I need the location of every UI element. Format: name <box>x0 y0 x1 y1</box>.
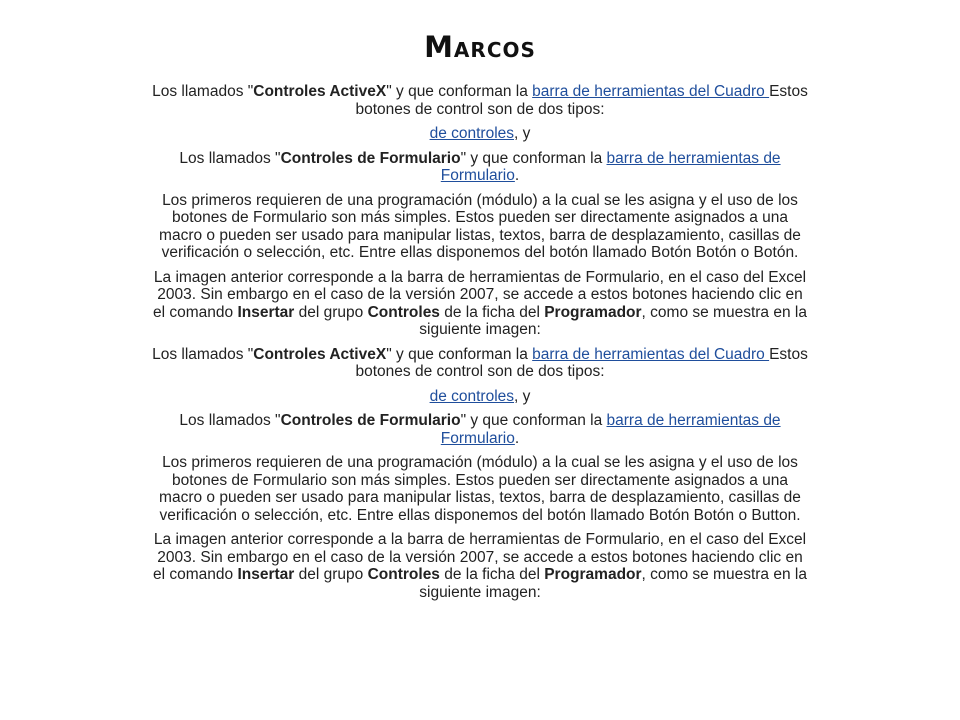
text-run: , y <box>514 387 531 405</box>
hyperlink[interactable]: barra de herramientas del Cuadro <box>532 83 770 100</box>
paragraph <box>150 83 810 118</box>
text-run: de la ficha del <box>439 566 545 583</box>
paragraph <box>150 150 810 185</box>
text-run: , como se muestra en la siguiente imagen: <box>419 566 807 601</box>
hyperlink[interactable]: barra de herramientas del Cuadro <box>532 345 770 363</box>
text-run: . <box>514 167 520 184</box>
hyperlink[interactable]: barra de herramientas de Formulario <box>440 149 781 184</box>
text-run: " y que conforman la <box>386 345 533 363</box>
text-run: La imagen anterior corresponde a la barra de herramientas de Formulario, en el caso del Excel 2003. Sin embargo en el caso de la versión 2007, se accede a estos botones haciendo clic en el comando <box>153 531 807 583</box>
paragraph <box>150 412 810 447</box>
text-run: del grupo <box>294 566 368 583</box>
bold-text: Insertar <box>237 566 295 583</box>
bold-text: Programador <box>544 566 642 583</box>
text-run: del grupo <box>294 303 368 321</box>
text-run: Los llamados " <box>152 345 254 363</box>
hyperlink[interactable]: de controles <box>429 387 515 405</box>
bold-text: Controles de Formulario <box>280 412 461 429</box>
slide-title: Marcos <box>424 30 536 64</box>
paragraph <box>150 454 810 524</box>
hyperlink[interactable]: barra de herramientas de Formulario <box>440 412 781 447</box>
text-run: Los llamados " <box>179 149 281 167</box>
text-run: " y que conforman la <box>386 83 533 100</box>
hyperlink[interactable]: de controles <box>429 125 515 142</box>
text-run: Los primeros requieren de una programación (módulo) a la cual se les asigna y el uso de los botones de Formulario son más simples. Estos pueden ser directamente asignados a una macro o pueden ser usado para manipular listas, textos, barra de desplazamiento, casillas de verificación o selección, etc. Entre ellas disponemos del botón llamado Botón Botón o Button. <box>159 454 801 524</box>
text-run: Estos botones de control son de dos tipos: <box>355 345 808 380</box>
paragraph <box>150 388 810 406</box>
slide-body <box>150 83 810 608</box>
text-run: La imagen anterior corresponde a la barra de herramientas de Formulario, en el caso del Excel 2003. Sin embargo en el caso de la versión 2007, se accede a estos botones haciendo clic en el comando <box>153 268 807 321</box>
text-run: , y <box>514 125 531 142</box>
text-run: Los llamados " <box>152 83 254 100</box>
text-run: de la ficha del <box>439 303 545 321</box>
bold-text: Controles ActiveX <box>253 345 387 363</box>
paragraph <box>150 269 810 339</box>
text-run: " y que conforman la <box>460 412 607 429</box>
text-run: " y que conforman la <box>460 149 607 167</box>
bold-text: Controles de Formulario <box>280 149 461 167</box>
text-run: , como se muestra en la siguiente imagen: <box>419 303 807 338</box>
text-run: Los primeros requieren de una programación (módulo) a la cual se les asigna y el uso de los botones de Formulario son más simples. Estos pueden ser directamente asignados a una macro o pueden ser usado para manipular listas, textos, barra de desplazamiento, casillas de verificación o selección, etc. Entre ellas disponemos del botón llamado Botón Botón o Botón. <box>159 191 801 261</box>
text-run: Estos botones de control son de dos tipos: <box>355 83 808 118</box>
bold-text: Controles ActiveX <box>253 83 387 100</box>
text-run: . <box>514 429 520 447</box>
bold-text: Controles <box>367 566 440 583</box>
bold-text: Insertar <box>237 303 295 321</box>
paragraph <box>150 531 810 601</box>
bold-text: Controles <box>367 303 440 321</box>
paragraph <box>150 346 810 381</box>
bold-text: Programador <box>544 303 642 321</box>
text-run: Los llamados " <box>179 412 281 429</box>
paragraph <box>150 125 810 143</box>
paragraph <box>150 192 810 262</box>
